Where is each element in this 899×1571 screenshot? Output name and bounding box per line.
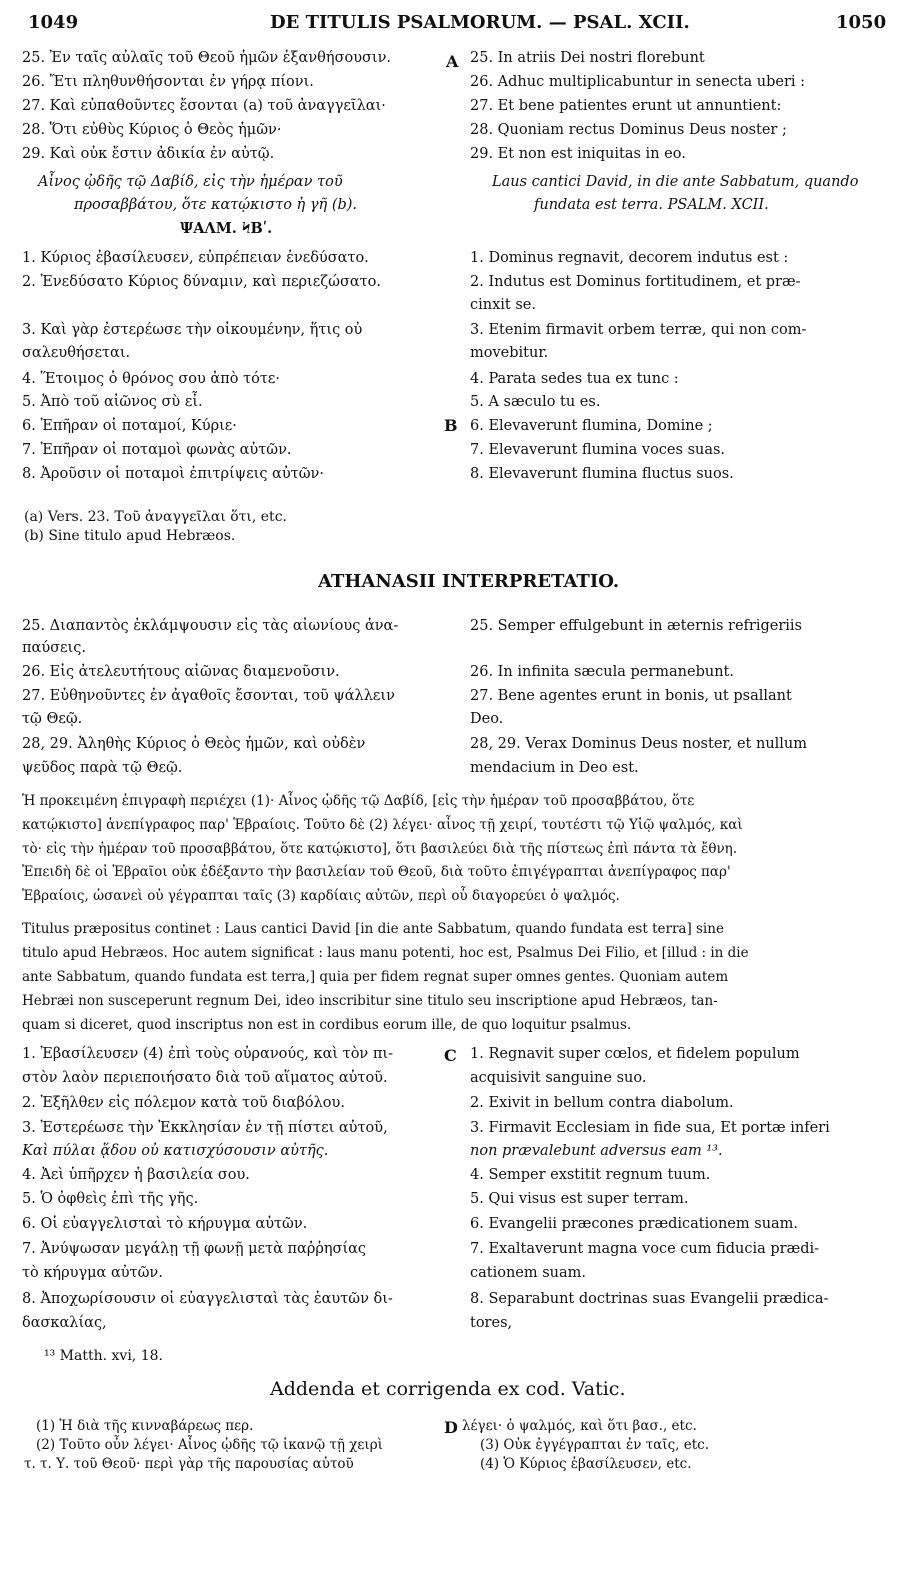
latin-verse: 26. In infinita sæcula permanebunt. — [470, 664, 734, 680]
note: (b) Sine titulo apud Hebræos. — [24, 528, 236, 544]
greek-verse: 5. Ὁ ὀφθεὶς ἐπὶ τῆς γῆς. — [22, 1191, 199, 1207]
latin-verse: 1. Dominus regnavit, decorem indutus est : — [470, 250, 789, 266]
greek-verse: 25. Διαπαντὸς ἐκλάμψουσιν εἰς τὰς αἰωνίους ἀνα- — [22, 618, 399, 634]
greek-verse: 8. Ἀποχωρίσουσιν οἱ εὐαγγελισταὶ τὰς ἑαυτῶν δι- — [22, 1291, 393, 1307]
latin-verse: 2. Indutus est Dominus fortitudinem, et præ- — [470, 274, 801, 290]
latin-verse: 5. A sæculo tu es. — [470, 394, 601, 410]
latin-verse: 5. Qui visus est super terram. — [470, 1191, 689, 1207]
greek-verse: 6. Ἐπῆραν οἱ ποταμοί, Κύριε· — [22, 418, 237, 434]
greek-psalm-number: ΨΑΛΜ. ϞΒʹ. — [180, 220, 273, 237]
paragraph-line: Hebræi non susceperunt regnum Dei, ideo inscribitur sine titulo seu inscriptione apud Hebræos, tan- — [22, 993, 718, 1009]
latin-verse: 7. Elevaverunt flumina voces suas. — [470, 442, 726, 458]
paragraph-line: Ἐπειδὴ δὲ οἱ Ἑβραῖοι οὐκ ἐδέξαντο τὴν βασιλείαν τοῦ Θεοῦ, διὰ τοῦτο ἐπιγέγραπται ἀνεπίγραφος παρ' — [22, 864, 731, 880]
latin-verse: 6. Evangelii præcones prædicationem suam. — [470, 1216, 799, 1232]
latin-verse: 25. Semper effulgebunt in æternis refrigeriis — [470, 618, 802, 634]
greek-psalm-title: Αἶνος ᾠδῆς τῷ Δαβίδ, εἰς τὴν ἡμέραν τοῦ — [38, 174, 343, 190]
paragraph-line: quam si diceret, quod inscriptus non est in cordibus eorum ille, de quo loquitur psalmus. — [22, 1017, 632, 1033]
greek-verse: τῷ Θεῷ. — [22, 711, 83, 727]
greek-verse: 8. Ἀροῦσιν οἱ ποταμοὶ ἐπιτρίψεις αὐτῶν· — [22, 466, 324, 482]
greek-verse: 4. Ἕτοιμος ὁ θρόνος σου ἀπὸ τότε· — [22, 371, 280, 387]
greek-verse: τὸ κήρυγμα αὐτῶν. — [22, 1265, 163, 1281]
margin-letter-b: B — [444, 416, 458, 435]
greek-verse: δασκαλίας, — [22, 1315, 107, 1331]
latin-verse: 27. Et bene patientes erunt ut annuntient: — [470, 98, 782, 114]
latin-verse: 27. Bene agentes erunt in bonis, ut psallant — [470, 688, 792, 704]
greek-verse: 25. Ἐν ταῖς αὐλαῖς τοῦ Θεοῦ ἡμῶν ἐξανθήσουσιν. — [22, 50, 392, 66]
greek-verse: ψεῦδος παρὰ τῷ Θεῷ. — [22, 760, 183, 776]
greek-verse: 4. Ἀεὶ ὑπῆρχεν ἡ βασιλεία σου. — [22, 1167, 250, 1183]
latin-verse: 4. Semper exstitit regnum tuum. — [470, 1167, 711, 1183]
latin-verse: mendacium in Deo est. — [470, 760, 639, 776]
greek-verse: 5. Ἀπὸ τοῦ αἰῶνος σὺ εἶ. — [22, 394, 203, 410]
paragraph-line: titulo apud Hebræos. Hoc autem significat : laus manu potenti, hoc est, Psalmus Dei Filio, et [illud : in die — [22, 945, 749, 961]
greek-verse: 27. Καὶ εὐπαθοῦντες ἔσονται (a) τοῦ ἀναγγεῖλαι· — [22, 98, 386, 114]
latin-verse: acquisivit sanguine suo. — [470, 1070, 647, 1086]
latin-verse: tores, — [470, 1315, 513, 1331]
paragraph-line: τὸ· εἰς τὴν ἡμέραν τοῦ προσαββάτου, ὅτε κατῴκιστο], ὅτι βασιλεύει διὰ τῆς πίστεως ἐπὶ πάντα τὰ ἔθνη. — [22, 841, 738, 857]
addenda-item: (1) Ἡ διὰ τῆς κινναβάρεως περ. — [36, 1418, 254, 1434]
margin-letter-c: C — [444, 1046, 457, 1065]
right-page-number: 1050 — [836, 12, 887, 33]
greek-psalm-title: προσαββάτου, ὅτε κατῴκιστο ἡ γῆ (b). — [74, 197, 358, 213]
margin-letter-d: D — [444, 1418, 458, 1437]
paragraph-line: Ἑβραίοις, ὡσανεὶ οὐ γέγραπται ταῖς (3) καρδίαις αὐτῶν, περὶ οὗ διαγορεύει ὁ ψαλμός. — [22, 888, 620, 904]
latin-verse: cationem suam. — [470, 1265, 587, 1281]
latin-verse: 26. Adhuc multiplicabuntur in senecta uberi : — [470, 74, 806, 90]
greek-verse: 7. Ἀνύψωσαν μεγάλῃ τῇ φωνῇ μετὰ παῤῥησίας — [22, 1241, 367, 1257]
greek-verse: 2. Ἐξῆλθεν εἰς πόλεμον κατὰ τοῦ διαβόλου. — [22, 1095, 345, 1111]
latin-verse: 4. Parata sedes tua ex tunc : — [470, 371, 679, 387]
greek-verse: 6. Οἱ εὐαγγελισταὶ τὸ κήρυγμα αὐτῶν. — [22, 1216, 308, 1232]
latin-verse: Deo. — [470, 711, 504, 727]
greek-verse: παύσεις. — [22, 640, 86, 656]
greek-verse: 26. Ἔτι πληθυνθήσονται ἐν γήρᾳ πίονι. — [22, 74, 314, 90]
greek-verse: σαλευθήσεται. — [22, 345, 131, 361]
greek-verse: 26. Εἰς ἀτελευτήτους αἰῶνας διαμενοῦσιν. — [22, 664, 340, 680]
greek-verse: 1. Ἐβασίλευσεν (4) ἐπὶ τοὺς οὐρανούς, καὶ τὸν πι- — [22, 1046, 393, 1062]
greek-verse: 1. Κύριος ἐβασίλευσεν, εὐπρέπειαν ἐνεδύσατο. — [22, 250, 369, 266]
latin-verse: 3. Firmavit Ecclesiam in fide sua, Et portæ inferi — [470, 1120, 830, 1136]
greek-verse: 3. Καὶ γὰρ ἐστερέωσε τὴν οἰκουμένην, ἥτις οὐ — [22, 322, 363, 338]
paragraph-line: Ἡ προκειμένη ἐπιγραφὴ περιέχει (1)· Αἶνος ᾠδῆς τῷ Δαβίδ, [εἰς τὴν ἡμέραν τοῦ προσαββάτου, ὅτε — [22, 793, 695, 809]
latin-verse: 1. Regnavit super cœlos, et fidelem populum — [470, 1046, 800, 1062]
addenda-item: λέγει· ὁ ψαλμός, καὶ ὅτι βασ., etc. — [462, 1418, 697, 1434]
latin-verse: non prævalebunt adversus eam ¹³. — [470, 1143, 723, 1159]
addenda-item: τ. τ. Υ. τοῦ Θεοῦ· περὶ γὰρ τῆς παρουσίας αὐτοῦ — [24, 1456, 354, 1472]
latin-verse: 8. Separabunt doctrinas suas Evangelii prædica- — [470, 1291, 829, 1307]
addenda-item: (3) Οὐκ ἐγγέγραπται ἐν ταῖς, etc. — [480, 1437, 709, 1453]
paragraph-line: κατῴκιστο] ἀνεπίγραφος παρ' Ἑβραίοις. Τοῦτο δὲ (2) λέγει· αἶνος τῇ χειρί, τουτέστι τῷ Υἱῷ ψαλμός, καὶ — [22, 817, 743, 833]
addenda-item: (2) Τοῦτο οὖν λέγει· Αἶνος ᾠδῆς τῷ ἱκανῷ τῇ χειρὶ — [36, 1437, 383, 1453]
latin-verse: 28. Quoniam rectus Dominus Deus noster ; — [470, 122, 787, 138]
paragraph-line: ante Sabbatum, quando fundata est terra,] quia per fidem regnat super omnes gentes. Quoniam autem — [22, 969, 729, 985]
footnote: ¹³ Matth. xvi, 18. — [44, 1348, 163, 1364]
greek-verse: 28, 29. Ἀληθὴς Κύριος ὁ Θεὸς ἡμῶν, καὶ οὐδὲν — [22, 736, 366, 752]
latin-psalm-title: fundata est terra. PSALM. XCII. — [534, 197, 769, 213]
latin-verse: 7. Exaltaverunt magna voce cum fiducia prædi- — [470, 1241, 820, 1257]
addenda-item: (4) Ὁ Κύριος ἐβασίλευσεν, etc. — [480, 1456, 692, 1472]
greek-verse: 2. Ἐνεδύσατο Κύριος δύναμιν, καὶ περιεζώσατο. — [22, 274, 381, 290]
greek-verse: Καὶ πύλαι ᾅδου οὐ κατισχύσουσιν αὐτῆς. — [22, 1143, 329, 1159]
greek-verse: 3. Ἐστερέωσε τὴν Ἐκκλησίαν ἐν τῇ πίστει αὐτοῦ, — [22, 1120, 388, 1136]
latin-verse: 6. Elevaverunt flumina, Domine ; — [470, 418, 713, 434]
latin-verse: 2. Exivit in bellum contra diabolum. — [470, 1095, 734, 1111]
greek-verse: 29. Καὶ οὐκ ἔστιν ἀδικία ἐν αὐτῷ. — [22, 146, 275, 162]
latin-verse: 8. Elevaverunt flumina fluctus suos. — [470, 466, 734, 482]
greek-verse: 28. Ὅτι εὐθὺς Κύριος ὁ Θεὸς ἡμῶν· — [22, 122, 282, 138]
latin-psalm-title: Laus cantici David, in die ante Sabbatum, quando — [492, 174, 859, 190]
latin-verse: 25. In atriis Dei nostri florebunt — [470, 50, 705, 66]
latin-verse: 29. Et non est iniquitas in eo. — [470, 146, 686, 162]
latin-verse: 3. Etenim firmavit orbem terræ, qui non com- — [470, 322, 807, 338]
latin-verse: 28, 29. Verax Dominus Deus noster, et nullum — [470, 736, 808, 752]
paragraph-line: Titulus præpositus continet : Laus cantici David [in die ante Sabbatum, quando fundata est terra] sine — [22, 921, 724, 937]
addenda-title: Addenda et corrigenda ex cod. Vatic. — [270, 1378, 626, 1400]
running-title: DE TITULIS PSALMORUM. — PSAL. XCII. — [270, 12, 690, 33]
greek-verse: 7. Ἐπῆραν οἱ ποταμοὶ φωνὰς αὐτῶν. — [22, 442, 292, 458]
note: (a) Vers. 23. Τοῦ ἀναγγεῖλαι ὅτι, etc. — [24, 509, 287, 525]
latin-verse: movebitur. — [470, 345, 549, 361]
latin-verse: cinxit se. — [470, 297, 536, 313]
greek-verse: 27. Εὐθηνοῦντες ἐν ἀγαθοῖς ἔσονται, τοῦ ψάλλειν — [22, 688, 395, 704]
greek-verse: στὸν λαὸν περιεποιήσατο διὰ τοῦ αἵματος αὐτοῦ. — [22, 1070, 388, 1086]
margin-letter-a: A — [446, 52, 459, 71]
left-page-number: 1049 — [28, 12, 79, 33]
section-title: ATHANASII INTERPRETATIO. — [318, 571, 620, 592]
